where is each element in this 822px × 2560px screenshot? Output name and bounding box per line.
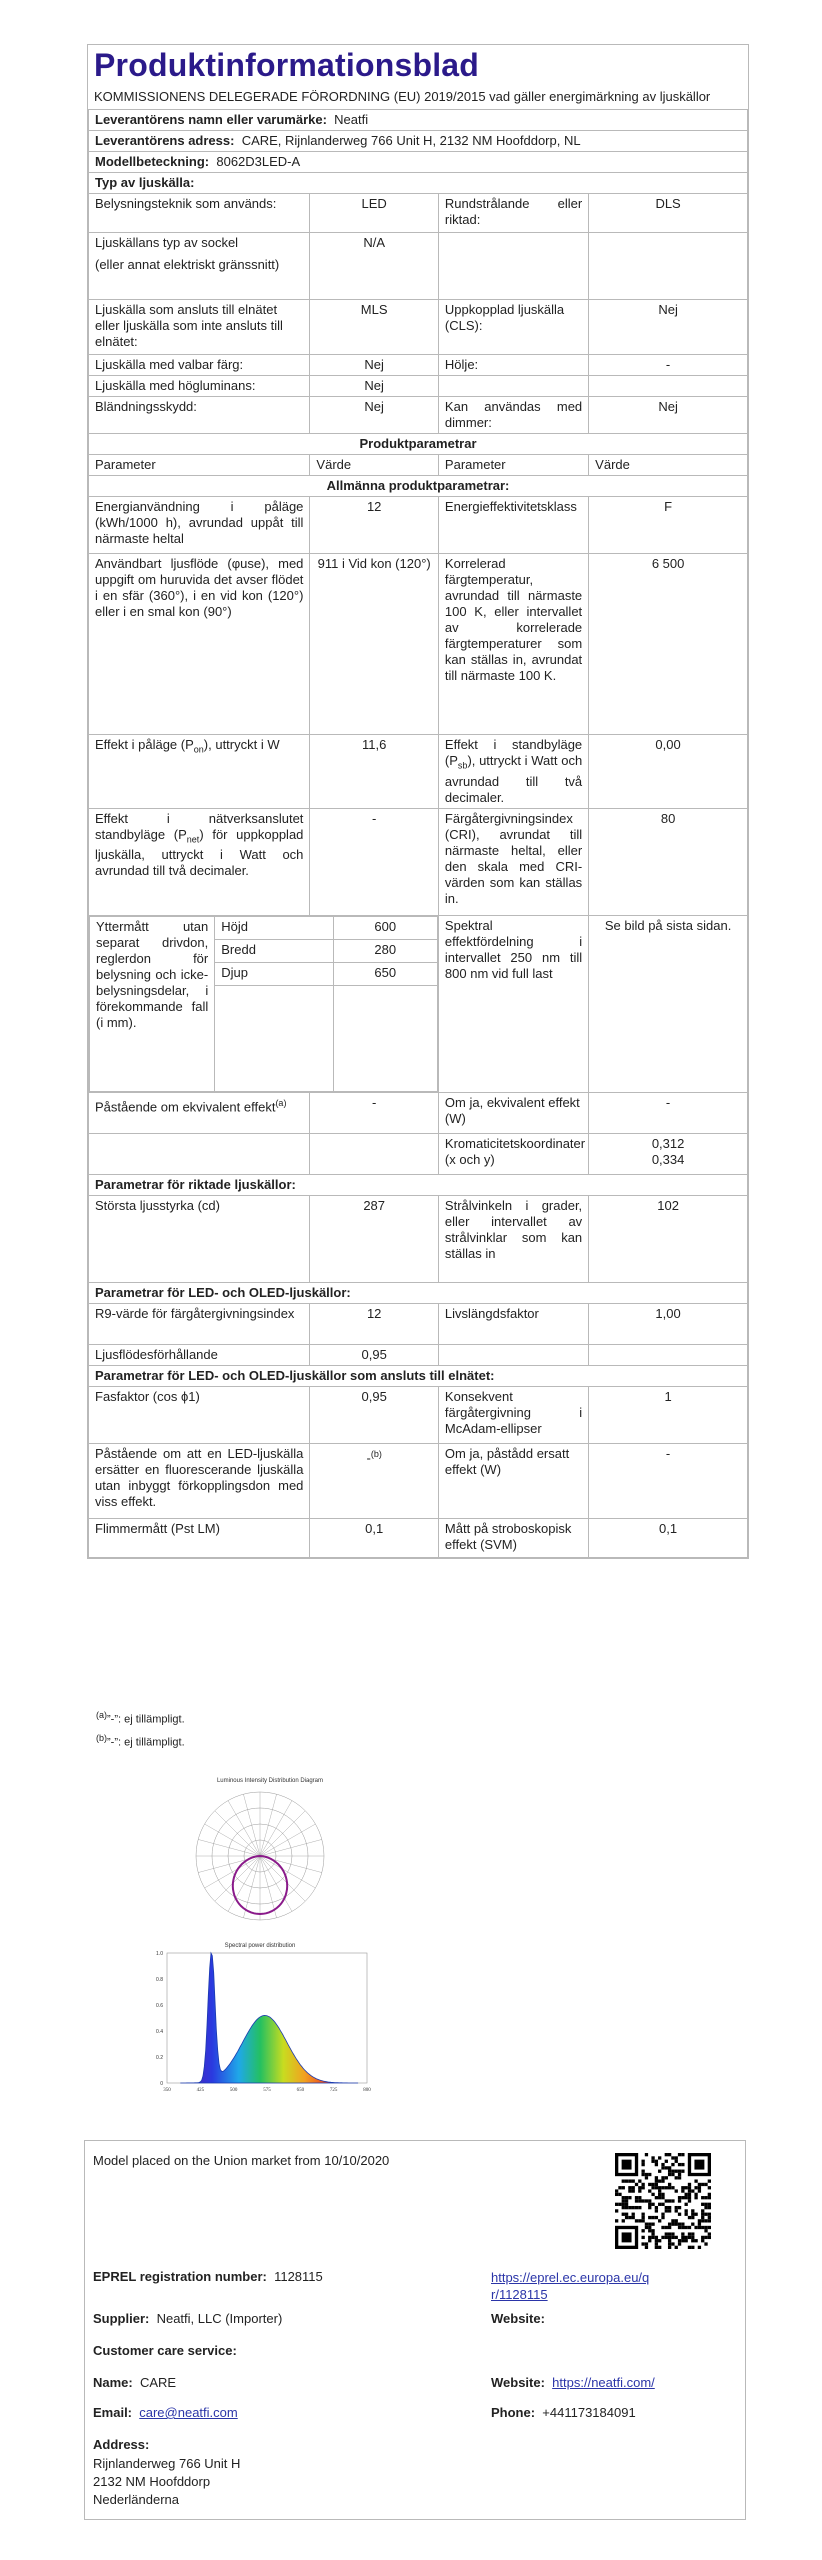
param-value: - bbox=[589, 1443, 748, 1518]
dim-key: Bredd bbox=[215, 939, 333, 962]
col-value: Värde bbox=[310, 455, 439, 476]
lightsource-type-row bbox=[89, 173, 748, 194]
regulation-subtitle: KOMMISSIONENS DELEGERADE FÖRORDNING (EU) 2019/2015 vad gäller energimärkning av ljuskällor bbox=[94, 89, 711, 104]
param-label: Spektral effektfördelning i intervallet 250 nm till 800 nm vid full last bbox=[438, 915, 588, 1092]
param-value: 11,6 bbox=[310, 735, 439, 809]
website-link[interactable]: https://neatfi.com/ bbox=[552, 2375, 655, 2390]
spd-ytick: 0.2 bbox=[156, 2055, 163, 2061]
eprel-link[interactable]: https://eprel.ec.europa.eu/qr/1128115 bbox=[491, 2270, 650, 2302]
spd-xtick: 425 bbox=[196, 2088, 205, 2093]
polar-spoke bbox=[198, 1839, 260, 1856]
param-value: 12 bbox=[310, 1303, 439, 1344]
general-label: Ljuskälla som ansluts till elnätet eller ljuskälla som inte ansluts till elnätet: bbox=[89, 300, 310, 355]
param-value: 102 bbox=[589, 1195, 748, 1282]
column-header-row bbox=[89, 455, 748, 476]
dim-value: 280 bbox=[333, 939, 437, 962]
param-value: 0,312 0,334 bbox=[589, 1133, 748, 1174]
qr-code[interactable] bbox=[615, 2153, 711, 2249]
spd-curve bbox=[180, 1953, 358, 2083]
polar-spoke bbox=[260, 1801, 292, 1856]
dim-key: Djup bbox=[215, 962, 333, 985]
polar-spoke bbox=[243, 1856, 260, 1918]
email-label: Email: bbox=[93, 2405, 133, 2420]
product-params-header: Produktparametrar bbox=[89, 434, 748, 455]
website-label: Website: bbox=[491, 2311, 545, 2326]
footnote: $^{(b)}$”-”: ej tillämpligt. bbox=[96, 1732, 185, 1749]
model-label: Modellbeteckning: bbox=[95, 154, 210, 169]
general-params-header: Allmänna produktparametrar: bbox=[89, 476, 748, 497]
general-value: Nej bbox=[310, 397, 439, 434]
phone-label: Phone: bbox=[491, 2405, 536, 2420]
param-label: Strålvinkeln i grader, eller intervallet av strålvinklar som kan ställas in bbox=[438, 1195, 588, 1282]
param-row bbox=[89, 1092, 748, 1133]
spd-xtick: 500 bbox=[229, 2088, 238, 2093]
mls-header: Parametrar för LED- och OLED-ljuskällor som ansluts till elnätet: bbox=[89, 1365, 748, 1386]
address-line: Rijnlanderweg 766 Unit H bbox=[93, 2456, 241, 2471]
param-label: Om ja, ekvivalent effekt (W) bbox=[438, 1092, 588, 1133]
param-value: F bbox=[589, 497, 748, 554]
general-row bbox=[89, 233, 748, 300]
param-value: 911 i Vid kon (120°) bbox=[310, 554, 439, 735]
eprel-label: EPREL registration number: bbox=[93, 2269, 267, 2284]
general-label: Bländningsskydd: bbox=[89, 397, 310, 434]
general-value: Nej bbox=[589, 397, 748, 434]
general-row bbox=[89, 194, 748, 233]
param-label: Livslängdsfaktor bbox=[438, 1303, 588, 1344]
param-row bbox=[89, 1195, 748, 1282]
name-value: CARE bbox=[139, 2375, 177, 2390]
param-row bbox=[89, 497, 748, 554]
general-label: Uppkopplad ljuskälla (CLS): bbox=[438, 300, 588, 355]
param-label: Energieffektivitetsklass bbox=[438, 497, 588, 554]
param-row bbox=[89, 808, 748, 915]
param-label: Största ljusstyrka (cd) bbox=[89, 1195, 310, 1282]
param-value: -$^{(b)}$ bbox=[310, 1443, 439, 1518]
param-value: 0,00 bbox=[589, 735, 748, 809]
param-row bbox=[89, 554, 748, 735]
param-value: Se bild på sista sidan. bbox=[589, 915, 748, 1092]
param-value: 6 500 bbox=[589, 554, 748, 735]
market-placement: Model placed on the Union market from 10/10/2020 bbox=[93, 2153, 390, 2168]
product-info-table bbox=[88, 109, 748, 1558]
spd-ytick: 0.8 bbox=[156, 1977, 163, 1983]
param-value: 0,95 bbox=[310, 1386, 439, 1443]
general-row bbox=[89, 397, 748, 434]
supplier-address-value: CARE, Rijnlanderweg 766 Unit H, 2132 NM Hoofddorp, NL bbox=[241, 133, 581, 148]
param-label: Färgåtergivningsindex (CRI), avrundat till närmaste heltal, eller den skala med CRI-värden som kan ställas in. bbox=[438, 808, 588, 915]
spd-xtick: 575 bbox=[263, 2088, 271, 2093]
col-value: Värde bbox=[589, 455, 748, 476]
spd-xtick: 800 bbox=[363, 2088, 371, 2093]
general-label: Ljuskälla med valbar färg: bbox=[89, 355, 310, 376]
general-label: Belysningsteknik som används: bbox=[89, 194, 310, 233]
dimensions-label: Yttermått utan separat drivdon, reglerdon för belysning och icke-belysningsdelar, i förekommande fall (i mm). bbox=[90, 916, 215, 1091]
lightsource-type-label: Typ av ljuskälla: bbox=[89, 173, 748, 194]
param-value: - bbox=[310, 1092, 439, 1133]
polar-spoke bbox=[215, 1856, 260, 1901]
param-value: 80 bbox=[589, 808, 748, 915]
supplier-address-label: Leverantörens adress: bbox=[95, 133, 235, 148]
address-label: Address: bbox=[93, 2437, 150, 2452]
supplier-name-label: Leverantörens namn eller varumärke: bbox=[95, 112, 327, 127]
footnote: $^{(a)}$”-”: ej tillämpligt. bbox=[96, 1710, 185, 1726]
section-header bbox=[89, 434, 748, 455]
supplier-name-row bbox=[89, 110, 748, 131]
param-value: 0,1 bbox=[310, 1518, 439, 1557]
param-row bbox=[89, 735, 748, 809]
polar-spoke bbox=[260, 1839, 322, 1856]
spectral-power-chart bbox=[145, 1949, 375, 2104]
param-label: Effekt i standbyläge $(P_{sb})$, uttryckt i Watt och avrundad till två decimaler. bbox=[438, 735, 588, 809]
dimensions-row bbox=[89, 915, 748, 1092]
polar-spoke bbox=[260, 1856, 277, 1918]
param-value: 12 bbox=[310, 497, 439, 554]
general-row bbox=[89, 376, 748, 397]
dim-value: 650 bbox=[333, 962, 437, 985]
directional-header: Parametrar för riktade ljuskällor: bbox=[89, 1174, 748, 1195]
spd-ytick: 0 bbox=[160, 2081, 163, 2087]
polar-spoke bbox=[205, 1824, 260, 1856]
param-label: R9-värde för färgåtergivningsindex bbox=[89, 1303, 310, 1344]
general-value: - bbox=[589, 355, 748, 376]
param-row bbox=[89, 1344, 748, 1365]
name-label: Name: bbox=[93, 2375, 133, 2390]
general-label bbox=[438, 233, 588, 300]
param-row bbox=[89, 1518, 748, 1557]
param-label: Kromaticitetskoordinater (x och y) bbox=[438, 1133, 588, 1174]
general-value: Nej bbox=[310, 355, 439, 376]
section-header bbox=[89, 1174, 748, 1195]
dim-value: 600 bbox=[333, 916, 437, 939]
param-label: Användbart ljusflöde (φuse), med uppgift om huruvida det avser flödet i en sfär (360°), i en vid kon (120°) eller i en smal kon (90°) bbox=[89, 554, 310, 735]
polar-spoke bbox=[243, 1794, 260, 1856]
param-value: 0,1 bbox=[589, 1518, 748, 1557]
customer-care-label: Customer care service: bbox=[93, 2343, 237, 2358]
spd-ytick: 1.0 bbox=[156, 1951, 163, 1957]
general-value: LED bbox=[310, 194, 439, 233]
polar-spoke bbox=[260, 1856, 305, 1901]
general-label: Ljuskällans typ av sockel bbox=[95, 235, 239, 250]
model-row bbox=[89, 152, 748, 173]
eprel-footer bbox=[84, 2140, 746, 2520]
param-value: 1,00 bbox=[589, 1303, 748, 1344]
general-value: DLS bbox=[589, 194, 748, 233]
dim-key: Höjd bbox=[215, 916, 333, 939]
spd-xtick: 350 bbox=[163, 2088, 171, 2093]
polar-spoke bbox=[260, 1811, 305, 1856]
param-value bbox=[589, 1344, 748, 1365]
param-label: Effekt i nätverksanslutet standbyläge $(P_{net})$ för uppkopplad ljuskälla, uttryckt i Watt och avrundad till två decimaler. bbox=[89, 808, 310, 915]
param-label bbox=[438, 1344, 588, 1365]
polar-chart-title: Luminous Intensity Distribution Diagram bbox=[216, 1778, 324, 1784]
footnotes bbox=[96, 1706, 185, 1751]
supplier-value: Neatfi, LLC (Importer) bbox=[156, 2311, 283, 2326]
general-label-note: (eller annat elektriskt gränssnitt) bbox=[95, 257, 280, 272]
param-label: Konsekvent färgåtergivning i McAdam-ellipser bbox=[438, 1386, 588, 1443]
spd-ytick: 0.6 bbox=[156, 2003, 163, 2009]
general-value: Nej bbox=[589, 300, 748, 355]
general-value bbox=[589, 376, 748, 397]
spd-xtick: 725 bbox=[329, 2088, 338, 2093]
product-information-sheet bbox=[87, 44, 749, 1559]
param-label: Påstående om att en LED-ljuskälla ersätter en fluorescerande ljuskälla utan inbyggt förkopplingsdon med viss effekt. bbox=[89, 1443, 310, 1518]
spd-chart-title: Spectral power distribution bbox=[224, 1943, 296, 1949]
polar-spoke bbox=[260, 1824, 315, 1856]
param-label: Ljusflödesförhållande bbox=[89, 1344, 310, 1365]
param-label: Energianvändning i påläge (kWh/1000 h), avrundad uppåt till närmaste heltal bbox=[89, 497, 310, 554]
spd-xtick: 650 bbox=[296, 2088, 305, 2093]
param-label: Om ja, påstådd ersatt effekt (W) bbox=[438, 1443, 588, 1518]
general-value bbox=[589, 233, 748, 300]
param-label: Flimmermått (Pst LM) bbox=[89, 1518, 310, 1557]
charts-area bbox=[145, 1778, 375, 2109]
param-label: Effekt i påläge $(P_{on})$, uttryckt i W bbox=[89, 735, 310, 809]
param-row bbox=[89, 1386, 748, 1443]
param-value: 1 bbox=[589, 1386, 748, 1443]
polar-spoke bbox=[215, 1811, 260, 1856]
param-value: 0,95 bbox=[310, 1344, 439, 1365]
page-title: Produktinformationsblad bbox=[94, 47, 480, 83]
section-header bbox=[89, 1282, 748, 1303]
supplier-name-value: Neatfi bbox=[334, 112, 369, 127]
param-value: - bbox=[310, 808, 439, 915]
polar-spoke bbox=[228, 1801, 260, 1856]
address-line: 2132 NM Hoofddorp bbox=[93, 2474, 211, 2489]
luminous-intensity-polar-chart bbox=[145, 1784, 375, 1934]
param-label: Mått på stroboskopisk effekt (SVM) bbox=[438, 1518, 588, 1557]
param-row bbox=[89, 1443, 748, 1518]
general-label: Rundstrålande eller riktad: bbox=[438, 194, 588, 233]
general-label: Hölje: bbox=[438, 355, 588, 376]
general-value: MLS bbox=[310, 300, 439, 355]
param-label: Påstående om ekvivalent effekt$^{(a)}$ bbox=[89, 1092, 310, 1133]
phone-value: +441173184091 bbox=[542, 2405, 636, 2420]
general-row bbox=[89, 355, 748, 376]
section-header bbox=[89, 476, 748, 497]
polar-spoke bbox=[260, 1794, 277, 1856]
supplier-label: Supplier: bbox=[93, 2311, 150, 2326]
section-header bbox=[89, 1365, 748, 1386]
param-label: Korrelerad färgtemperatur, avrundad till närmaste 100 K, eller intervallet av korrelerade färgtemperaturer som kan ställas in, avrundat till närmaste 100 K. bbox=[438, 554, 588, 735]
param-label: Fasfaktor (cos ϕ1) bbox=[89, 1386, 310, 1443]
website2-label: Website: bbox=[491, 2375, 545, 2390]
led-header: Parametrar för LED- och OLED-ljuskällor: bbox=[89, 1282, 748, 1303]
general-label: Kan användas med dimmer: bbox=[438, 397, 588, 434]
general-value: N/A bbox=[310, 233, 439, 300]
address-line: Nederländerna bbox=[93, 2492, 180, 2507]
param-value: - bbox=[589, 1092, 748, 1133]
param-row bbox=[89, 1303, 748, 1344]
spd-ytick: 0.4 bbox=[156, 2029, 163, 2035]
email-link[interactable]: care@neatfi.com bbox=[139, 2405, 238, 2420]
eprel-value: 1128115 bbox=[274, 2269, 323, 2284]
general-label: Ljuskälla med högluminans: bbox=[89, 376, 310, 397]
model-value: 8062D3LED-A bbox=[216, 154, 301, 169]
general-row bbox=[89, 300, 748, 355]
general-label bbox=[438, 376, 588, 397]
supplier-address-row bbox=[89, 131, 748, 152]
param-value: 287 bbox=[310, 1195, 439, 1282]
address-block bbox=[93, 2455, 240, 2509]
param-row bbox=[89, 1133, 748, 1174]
col-param: Parameter bbox=[89, 455, 310, 476]
general-value: Nej bbox=[310, 376, 439, 397]
col-param: Parameter bbox=[438, 455, 588, 476]
